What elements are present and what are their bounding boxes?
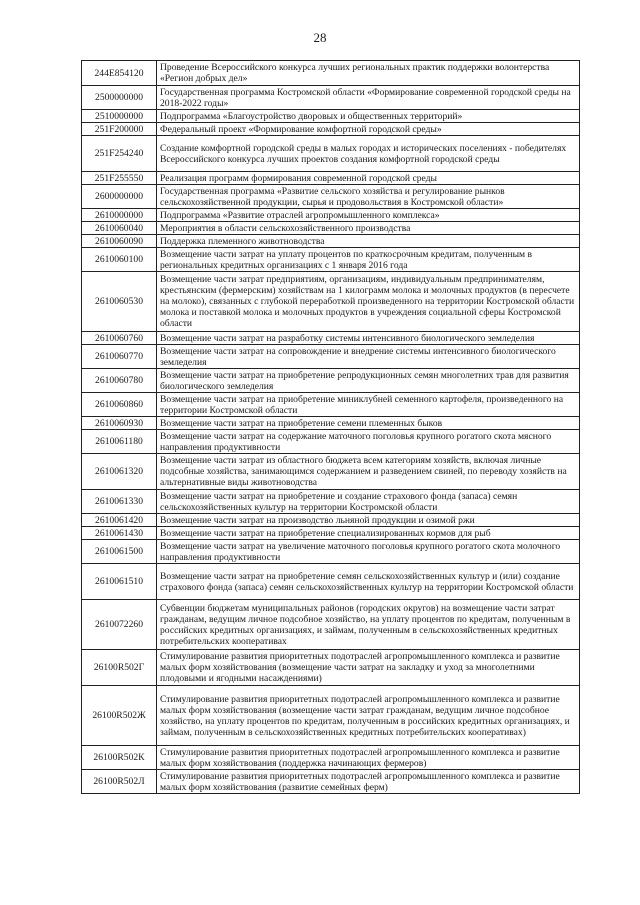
page-number: 28: [313, 30, 327, 45]
budget-description: Реализация программ формирования современной городской среды: [157, 172, 580, 185]
budget-description: Возмещение части затрат на приобретение и создание страхового фонда (запаса) семян сельскохозяйственных культур на территории Костромской области: [157, 490, 580, 514]
table-row: [82, 222, 580, 235]
budget-description: Возмещение части затрат на содержание маточного поголовья крупного рогатого скота мясного направления продуктивности: [157, 430, 580, 454]
budget-code: 2610060760: [82, 332, 157, 345]
table-row: [82, 393, 580, 417]
table-row: [82, 185, 580, 209]
table-row: [82, 235, 580, 248]
budget-description: Стимулирование развития приоритетных подотраслей агропромышленного комплекса и развитие малых форм хозяйствования (возмещение части затрат гражданам, ведущим личное подсобное хозяйство, на уплату процентов по кредитам, полученным в российских кредитных организациях, и займам, полученным в сельскохозяйственных кредитных потребительских кооперативах): [157, 686, 580, 746]
budget-code: 244E854120: [82, 61, 157, 86]
table-body: [82, 61, 580, 794]
budget-description: Стимулирование развития приоритетных подотраслей агропромышленного комплекса и развитие малых форм хозяйствования (возмещение части затрат на закладку и уход за многолетними плодовыми и ягодными насаждениями): [157, 650, 580, 686]
budget-code: 2610060100: [82, 248, 157, 272]
table-row: [82, 417, 580, 430]
table-row: [82, 332, 580, 345]
table-row: [82, 490, 580, 514]
budget-description: Подпрограмма «Благоустройство дворовых и общественных территорий»: [157, 110, 580, 123]
table-row: [82, 430, 580, 454]
budget-description: Возмещение части затрат на приобретение репродукционных семян многолетних трав для развития биологического земледелия: [157, 369, 580, 393]
budget-description: Стимулирование развития приоритетных подотраслей агропромышленного комплекса и развитие малых форм хозяйствования (развитие семейных ферм): [157, 770, 580, 794]
budget-description: Подпрограмма «Развитие отраслей агропромышленного комплекса»: [157, 209, 580, 222]
budget-description: Возмещение части затрат предприятиям, организациям, индивидуальным предпринимателям, крестьянским (фермерским) хозяйствам на 1 килограмм молока и молочных продуктов (в пересчете на молоко), связанных с глубокой переработкой произведенного на территории Костромской области молока и поставкой молока и молочных продуктов в учреждения социальной сферы Костромской области: [157, 272, 580, 332]
budget-code: 26100R502Г: [82, 650, 157, 686]
budget-code: 2610061180: [82, 430, 157, 454]
budget-description: Государственная программа Костромской области «Формирование современной городской среды на 2018-2022 годы»: [157, 86, 580, 110]
budget-description: Федеральный проект «Формирование комфортной городской среды»: [157, 123, 580, 136]
budget-description: Субвенции бюджетам муниципальных районов (городских округов) на возмещение части затрат гражданам, ведущим личное подсобное хозяйство, на уплату процентов по кредитам, полученным в российских кредитных организациях, и займам, полученным в сельскохозяйственных кредитных потребительских кооперативах: [157, 600, 580, 650]
table-row: [82, 172, 580, 185]
table-row: [82, 136, 580, 172]
budget-description: Возмещение части затрат на разработку системы интенсивного биологического земледелия: [157, 332, 580, 345]
table-row: [82, 61, 580, 86]
table-row: [82, 527, 580, 540]
table-row: [82, 248, 580, 272]
budget-codes-table: [81, 60, 580, 794]
budget-code: 26100R502К: [82, 746, 157, 770]
budget-description: Проведение Всероссийского конкурса лучших региональных практик поддержки волонтерства «Регион добрых дел»: [157, 61, 580, 86]
budget-code: 26100R502Л: [82, 770, 157, 794]
budget-description: Мероприятия в области сельскохозяйственного производства: [157, 222, 580, 235]
budget-code: 251F200000: [82, 123, 157, 136]
table-row: [82, 86, 580, 110]
table-row: [82, 770, 580, 794]
table-row: [82, 345, 580, 369]
budget-description: Возмещение части затрат на увеличение маточного поголовья крупного рогатого скота молочного направления продуктивности: [157, 540, 580, 564]
budget-description: Стимулирование развития приоритетных подотраслей агропромышленного комплекса и развитие малых форм хозяйствования (поддержка начинающих фермеров): [157, 746, 580, 770]
budget-code: 2610061320: [82, 454, 157, 490]
budget-description: Возмещение части затрат на приобретение семян сельскохозяйственных культур и (или) создание страхового фонда (запаса) семян сельскохозяйственных культур на территории Костромской области: [157, 564, 580, 600]
budget-code: 2610061510: [82, 564, 157, 600]
table-row: [82, 110, 580, 123]
budget-code: 2610000000: [82, 209, 157, 222]
budget-code: 2610060860: [82, 393, 157, 417]
table-row: [82, 686, 580, 746]
budget-code: 2600000000: [82, 185, 157, 209]
table-row: [82, 600, 580, 650]
budget-description: Возмещение части затрат на приобретение миниклубней семенного картофеля, произведенного на территории Костромской области: [157, 393, 580, 417]
budget-code: 2610061330: [82, 490, 157, 514]
budget-code: 2610060530: [82, 272, 157, 332]
budget-code: 26100R502Ж: [82, 686, 157, 746]
budget-description: Возмещение части затрат на производство льняной продукции и озимой ржи: [157, 514, 580, 527]
budget-code: 2610060090: [82, 235, 157, 248]
budget-description: Создание комфортной городской среды в малых городах и исторических поселениях - победителях Всероссийского конкурса лучших проектов создания комфортной городской среды: [157, 136, 580, 172]
budget-description: Государственная программа «Развитие сельского хозяйства и регулирование рынков сельскохозяйственной продукции, сырья и продовольствия в Костромской области»: [157, 185, 580, 209]
budget-description: Возмещение части затрат из областного бюджета всем категориям хозяйств, включая личные подсобные хозяйства, занимающимся содержанием и разведением свиней, по переводу хозяйств на альтернативные виды животноводства: [157, 454, 580, 490]
budget-code: 2610060930: [82, 417, 157, 430]
table-row: [82, 209, 580, 222]
table-row: [82, 650, 580, 686]
budget-code: 2610060780: [82, 369, 157, 393]
budget-description: Возмещение части затрат на приобретение семени племенных быков: [157, 417, 580, 430]
budget-code: 251F255550: [82, 172, 157, 185]
table-row: [82, 369, 580, 393]
budget-code: 2610072260: [82, 600, 157, 650]
budget-code: 2610060040: [82, 222, 157, 235]
table-row: [82, 564, 580, 600]
table-row: [82, 540, 580, 564]
budget-code: 251F254240: [82, 136, 157, 172]
table-row: [82, 454, 580, 490]
budget-code: 2610061430: [82, 527, 157, 540]
budget-description: Возмещение части затрат на приобретение специализированных кормов для рыб: [157, 527, 580, 540]
budget-code: 2500000000: [82, 86, 157, 110]
budget-code: 2510000000: [82, 110, 157, 123]
table-row: [82, 514, 580, 527]
table-row: [82, 123, 580, 136]
budget-description: Возмещение части затрат на сопровождение и внедрение системы интенсивного биологического земледелия: [157, 345, 580, 369]
budget-code: 2610060770: [82, 345, 157, 369]
budget-code: 2610061500: [82, 540, 157, 564]
table-row: [82, 746, 580, 770]
table-row: [82, 272, 580, 332]
budget-description: Поддержка племенного животноводства: [157, 235, 580, 248]
budget-description: Возмещение части затрат на уплату процентов по краткосрочным кредитам, полученным в региональных кредитных организациях с 1 января 2016 года: [157, 248, 580, 272]
budget-code: 2610061420: [82, 514, 157, 527]
